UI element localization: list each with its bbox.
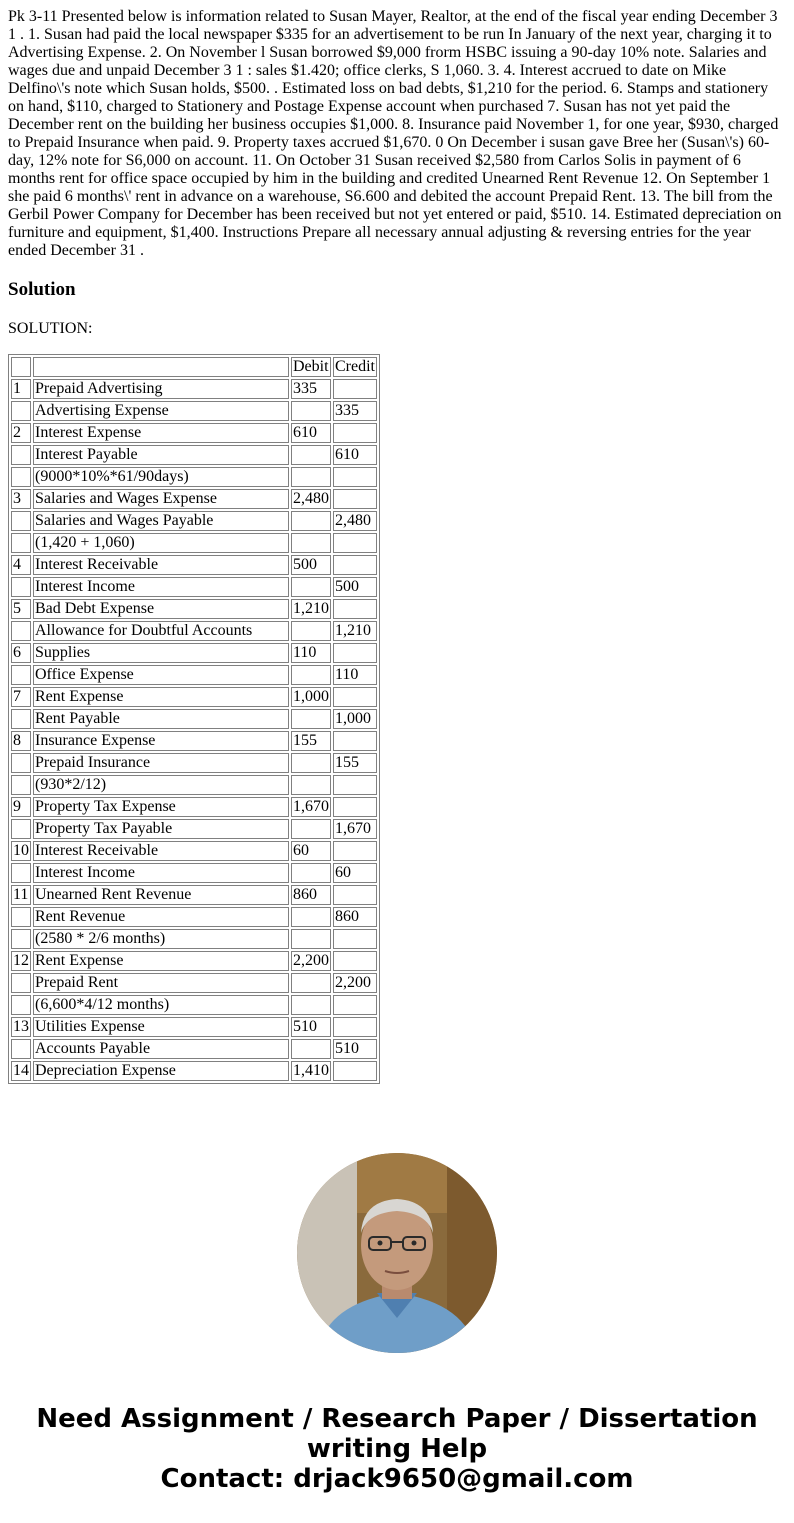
credit-amount <box>333 467 377 487</box>
account-name: Allowance for Doubtful Accounts <box>33 621 289 641</box>
debit-amount <box>291 401 331 421</box>
entry-number: 14 <box>13 1062 29 1079</box>
table-row <box>11 1061 377 1081</box>
account-name: Rent Expense <box>33 951 289 971</box>
table-header-row <box>11 357 377 377</box>
account-name: Interest Receivable <box>33 555 289 575</box>
entry-number <box>11 929 31 949</box>
debit-amount <box>291 511 331 531</box>
account-name: Prepaid Rent <box>33 973 289 993</box>
promo-banner <box>0 1404 794 1494</box>
entry-number <box>11 709 31 729</box>
account-name: Interest Expense <box>33 423 289 443</box>
account-name: (9000*10%*61/90days) <box>33 467 289 487</box>
entry-number: 6 <box>11 643 31 663</box>
table-row <box>11 841 377 861</box>
debit-amount <box>291 863 331 883</box>
credit-amount: 860 <box>333 907 377 927</box>
credit-amount <box>333 951 377 971</box>
header-account <box>33 357 289 377</box>
account-name: Property Tax Expense <box>33 797 289 817</box>
account-name: Rent Payable <box>33 709 289 729</box>
entry-number: 2 <box>11 423 31 443</box>
journal-entry <box>11 643 377 685</box>
solution-heading: Solution <box>8 279 76 300</box>
credit-amount <box>333 533 377 553</box>
entry-number <box>11 819 31 839</box>
header-debit: Debit <box>291 357 331 377</box>
entry-number <box>11 973 31 993</box>
debit-amount <box>291 753 331 773</box>
journal-entry <box>11 379 377 421</box>
entry-number: 11 <box>11 885 31 905</box>
table-row <box>11 929 377 949</box>
journal-entry <box>11 885 377 949</box>
promo-contact: Contact: drjack9650@gmail.com <box>160 1464 634 1494</box>
journal-entry <box>11 1017 377 1059</box>
table-row <box>11 797 377 817</box>
journal-entry <box>11 423 377 487</box>
credit-amount <box>333 929 377 949</box>
entry-number: 1 <box>11 379 31 399</box>
author-avatar <box>297 1153 497 1353</box>
credit-amount: 1,210 <box>333 621 377 641</box>
account-name: (2580 * 2/6 months) <box>33 929 289 949</box>
table-row <box>11 489 377 509</box>
entry-number <box>11 775 31 795</box>
debit-amount: 1,670 <box>293 798 329 815</box>
credit-amount <box>333 797 377 817</box>
table-row <box>11 445 377 465</box>
account-name: Accounts Payable <box>33 1039 289 1059</box>
credit-amount: 155 <box>333 753 377 773</box>
debit-amount <box>291 819 331 839</box>
credit-amount <box>333 687 377 707</box>
credit-amount: 510 <box>333 1039 377 1059</box>
table-row <box>11 621 377 641</box>
debit-amount: 860 <box>291 885 331 905</box>
journal-entry <box>11 555 377 597</box>
debit-amount: 335 <box>291 379 331 399</box>
account-name: Prepaid Insurance <box>33 753 289 773</box>
table-row <box>11 555 377 575</box>
table-row <box>11 643 377 663</box>
account-name: (6,600*4/12 months) <box>33 995 289 1015</box>
account-name: Rent Revenue <box>33 907 289 927</box>
debit-amount: 155 <box>291 731 331 751</box>
table-row <box>11 467 377 487</box>
account-name: Office Expense <box>33 665 289 685</box>
account-name: Rent Expense <box>33 687 289 707</box>
debit-amount: 2,200 <box>293 952 329 969</box>
account-name: Supplies <box>33 643 289 663</box>
account-name: Property Tax Payable <box>33 819 289 839</box>
table-row <box>11 907 377 927</box>
account-name: Utilities Expense <box>33 1017 289 1037</box>
account-name: Interest Income <box>33 577 289 597</box>
table-row <box>11 753 377 773</box>
entry-number: 10 <box>13 842 29 859</box>
account-name: Interest Payable <box>33 445 289 465</box>
debit-amount <box>291 621 331 641</box>
debit-amount: 1,410 <box>293 1062 329 1079</box>
entry-number: 4 <box>11 555 31 575</box>
table-row <box>11 885 377 905</box>
table-row <box>11 951 377 971</box>
entry-number <box>11 511 31 531</box>
problem-statement: Pk 3-11 Presented below is information related to Susan Mayer, Realtor, at the end of the fiscal year ending December 3 1 . 1. Susan had paid the local newspaper $335 for an advertisement to be run In January of the next year, charging it to Advertising Expense. 2. On November l Susan borrowed $9,000 frorm HSBC issuing a 90-day 10% note. Salaries and wages due and unpaid December 3 1 : sales $1.420; office clerks, S 1,060. 3. 4. Interest accrued to date on Mike Delfino\'s note which Susan holds, $500. . Estimated loss on bad debts, $1,210 for the period. 6. Stamps and stationery on hand, $110, charged to Stationery and Postage Expense account when purchased 7. Susan has not yet paid the December rent on the building her business occupies $1,000. 8. Insurance paid November 1, for one year, $930, charged to Prepaid Insurance when paid. 9. Property taxes accrued $1,670. 0 On December i susan gave Bree her (Susan\'s) 60-day, 12% note for S6,000 on account. 11. On October 31 Susan received $2,580 from Carlos Solis in payment of 6 months rent for office space occupied by him in the building and credited Unearned Rent Revenue 12. On September 1 she paid 6 months\' rent in advance on a warehouse, S6.600 and debited the account Prepaid Rent. 13. The bill from the Gerbil Power Company for December has been received but not yet entered or paid, $510. 14. Estimated depreciation on furniture and equipment, $1,400. Instructions Prepare all necessary annual adjusting & reversing entries for the year ended December 31 . <box>8 8 782 259</box>
credit-amount <box>333 379 377 399</box>
credit-amount <box>333 643 377 663</box>
debit-amount: 1,000 <box>293 688 329 705</box>
account-name: (1,420 + 1,060) <box>33 533 289 553</box>
debit-amount <box>291 577 331 597</box>
table-row <box>11 599 377 619</box>
entry-number <box>11 995 31 1015</box>
credit-amount <box>333 1017 377 1037</box>
debit-amount <box>291 445 331 465</box>
debit-amount: 610 <box>291 423 331 443</box>
journal-entry <box>11 687 377 729</box>
entry-number <box>11 533 31 553</box>
journal-entry <box>11 731 377 795</box>
credit-amount: 335 <box>333 401 377 421</box>
table-row <box>11 709 377 729</box>
table-row <box>11 577 377 597</box>
solution-label: SOLUTION: <box>8 320 93 337</box>
table-row <box>11 863 377 883</box>
entry-number <box>11 753 31 773</box>
credit-amount <box>333 423 377 443</box>
account-name: Unearned Rent Revenue <box>33 885 289 905</box>
credit-amount: 2,480 <box>333 511 377 531</box>
debit-amount <box>291 665 331 685</box>
journal-table-container[interactable] <box>8 354 786 1124</box>
journal-entry <box>11 797 377 839</box>
account-name: Interest Receivable <box>33 841 289 861</box>
promo-line-2: writing Help <box>306 1434 488 1464</box>
table-row <box>11 973 377 993</box>
journal-entries-table <box>8 354 380 1084</box>
entry-number: 8 <box>11 731 31 751</box>
debit-amount <box>291 1039 331 1059</box>
entry-number: 9 <box>11 797 31 817</box>
table-row <box>11 665 377 685</box>
debit-amount <box>291 775 331 795</box>
entry-number: 12 <box>13 952 29 969</box>
credit-amount: 110 <box>333 665 377 685</box>
table-row <box>11 775 377 795</box>
debit-amount <box>291 467 331 487</box>
credit-amount <box>333 775 377 795</box>
debit-amount <box>291 907 331 927</box>
avatar-portrait-image <box>297 1153 497 1353</box>
entry-number: 3 <box>11 489 31 509</box>
debit-amount: 510 <box>291 1017 331 1037</box>
entry-number <box>11 665 31 685</box>
journal-entry <box>11 599 377 641</box>
credit-amount <box>333 885 377 905</box>
debit-amount <box>291 709 331 729</box>
table-row <box>11 1039 377 1059</box>
entry-number: 5 <box>11 599 31 619</box>
credit-amount <box>333 555 377 575</box>
credit-amount: 1,000 <box>333 709 377 729</box>
credit-amount <box>333 489 377 509</box>
header-entry-no <box>11 357 31 377</box>
entry-number <box>11 445 31 465</box>
credit-amount: 500 <box>333 577 377 597</box>
debit-amount: 500 <box>291 555 331 575</box>
table-row <box>11 819 377 839</box>
table-row <box>11 731 377 751</box>
account-name: Bad Debt Expense <box>33 599 289 619</box>
entry-number <box>11 1039 31 1059</box>
credit-amount <box>333 995 377 1015</box>
table-row <box>11 687 377 707</box>
entry-number <box>11 907 31 927</box>
entry-number <box>11 621 31 641</box>
journal-entry <box>11 489 377 553</box>
account-name: Insurance Expense <box>33 731 289 751</box>
table-row <box>11 511 377 531</box>
table-row <box>11 401 377 421</box>
table-row <box>11 1017 377 1037</box>
account-name: Prepaid Advertising <box>33 379 289 399</box>
entry-number <box>11 467 31 487</box>
account-name: (930*2/12) <box>33 775 289 795</box>
debit-amount <box>291 973 331 993</box>
account-name: Advertising Expense <box>33 401 289 421</box>
account-name: Salaries and Wages Expense <box>33 489 289 509</box>
table-row <box>11 423 377 443</box>
credit-amount <box>333 599 377 619</box>
journal-entry <box>11 1061 377 1081</box>
entry-number <box>11 577 31 597</box>
entry-number <box>11 863 31 883</box>
table-row <box>11 995 377 1015</box>
promo-line-1: Need Assignment / Research Paper / Dissertation <box>36 1404 758 1434</box>
credit-amount <box>333 841 377 861</box>
debit-amount: 1,210 <box>293 600 329 617</box>
debit-amount: 60 <box>291 841 331 861</box>
header-credit: Credit <box>335 358 375 375</box>
debit-amount <box>291 995 331 1015</box>
entry-number: 7 <box>11 687 31 707</box>
debit-amount: 2,480 <box>293 490 329 507</box>
credit-amount: 60 <box>333 863 377 883</box>
credit-amount <box>333 731 377 751</box>
journal-entry <box>11 951 377 1015</box>
account-name: Interest Income <box>33 863 289 883</box>
debit-amount <box>291 929 331 949</box>
table-row <box>11 379 377 399</box>
debit-amount: 110 <box>291 643 331 663</box>
table-row <box>11 533 377 553</box>
credit-amount: 610 <box>333 445 377 465</box>
debit-amount <box>291 533 331 553</box>
entry-number: 13 <box>13 1018 29 1035</box>
credit-amount: 1,670 <box>333 819 377 839</box>
journal-entry <box>11 841 377 883</box>
credit-amount <box>333 1061 377 1081</box>
entry-number <box>11 401 31 421</box>
account-name: Salaries and Wages Payable <box>33 511 289 531</box>
credit-amount: 2,200 <box>333 973 377 993</box>
account-name: Depreciation Expense <box>33 1061 289 1081</box>
